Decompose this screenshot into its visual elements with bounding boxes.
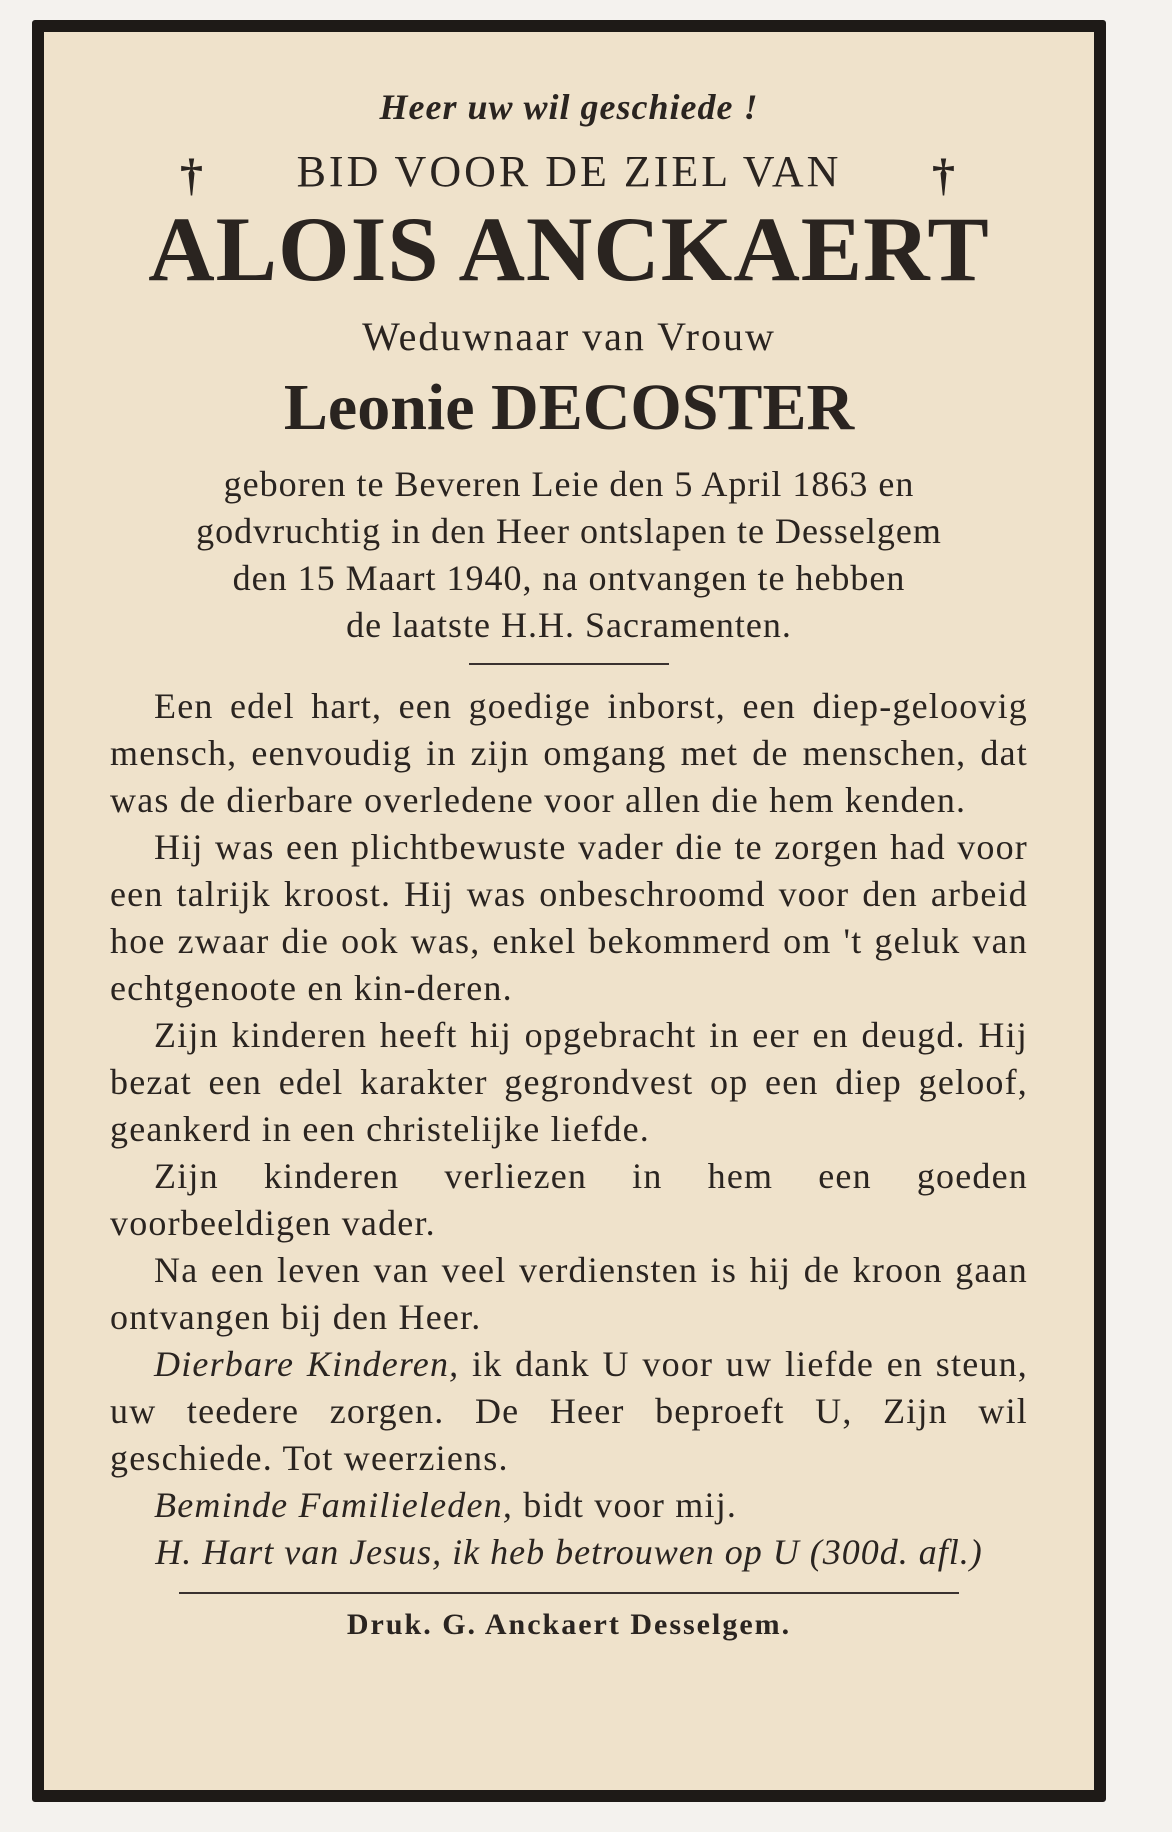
birth-death-block: [110, 461, 1028, 649]
divider-short: [469, 663, 669, 665]
pray-line: [110, 146, 1028, 200]
paragraph-4: Zijn kinderen verliezen in hem een goeden voorbeeldigen vader.: [110, 1155, 1028, 1243]
birth-line-2: godvruchtig in den Heer ontslapen te Desselgem: [196, 510, 942, 551]
motto: Heer uw wil geschiede !: [379, 87, 759, 127]
pray-line-text: BID VOOR DE ZIEL VAN: [296, 147, 842, 196]
birth-line-1: geboren te Beveren Leie den 5 April 1863 en: [223, 463, 915, 504]
children-text: ik dank U voor uw liefde en steun, uw teedere zorgen. De Heer beproeft U, Zijn wil geschiede. Tot weerziens.: [110, 1343, 1028, 1478]
cross-icon: †: [180, 149, 206, 200]
card-content: [44, 32, 1094, 1790]
paragraph-1: Een edel hart, een goedige inborst, een diep-geloovig mensch, eenvoudig in zijn omgang met de menschen, dat was de dierbare overledene voor allen die hem kenden.: [110, 685, 1028, 820]
prayer-line: H. Hart van Jesus, ik heb betrouwen op U (300d. afl.): [155, 1531, 983, 1572]
cross-icon: †: [932, 149, 958, 200]
memorial-card: [32, 20, 1106, 1802]
family-text: bidt voor mij.: [523, 1484, 738, 1525]
widower-line: Weduwnaar van Vrouw: [362, 314, 776, 359]
children-paragraph: [110, 1341, 1028, 1482]
birth-line-3: den 15 Maart 1940, na ontvangen te hebben: [232, 557, 906, 598]
wife-name: Leonie DECOSTER: [283, 371, 855, 444]
children-address: Dierbare Kinderen,: [154, 1343, 460, 1384]
paragraph-2: Hij was een plichtbewuste vader die te zorgen had voor een talrijk kroost. Hij was onbeschroomd voor den arbeid hoe zwaar die ook was, enkel bekommerd om 't geluk van echtgenoote en kin-deren.: [110, 826, 1028, 1008]
deceased-name: ALOIS ANCKAERT: [148, 198, 990, 300]
family-address: Beminde Familieleden,: [154, 1484, 514, 1525]
birth-line-4: de laatste H.H. Sacramenten.: [346, 604, 792, 645]
printer-line: Druk. G. Anckaert Desselgem.: [346, 1607, 792, 1641]
family-paragraph: [110, 1482, 1028, 1529]
paragraph-3: Zijn kinderen heeft hij opgebracht in eer en deugd. Hij bezat een edel karakter gegrondvest op een diep geloof, geankerd in een christelijke liefde.: [110, 1014, 1028, 1149]
divider-long: [179, 1592, 959, 1594]
paragraph-5: Na een leven van veel verdiensten is hij de kroon gaan ontvangen bij den Heer.: [110, 1249, 1028, 1337]
